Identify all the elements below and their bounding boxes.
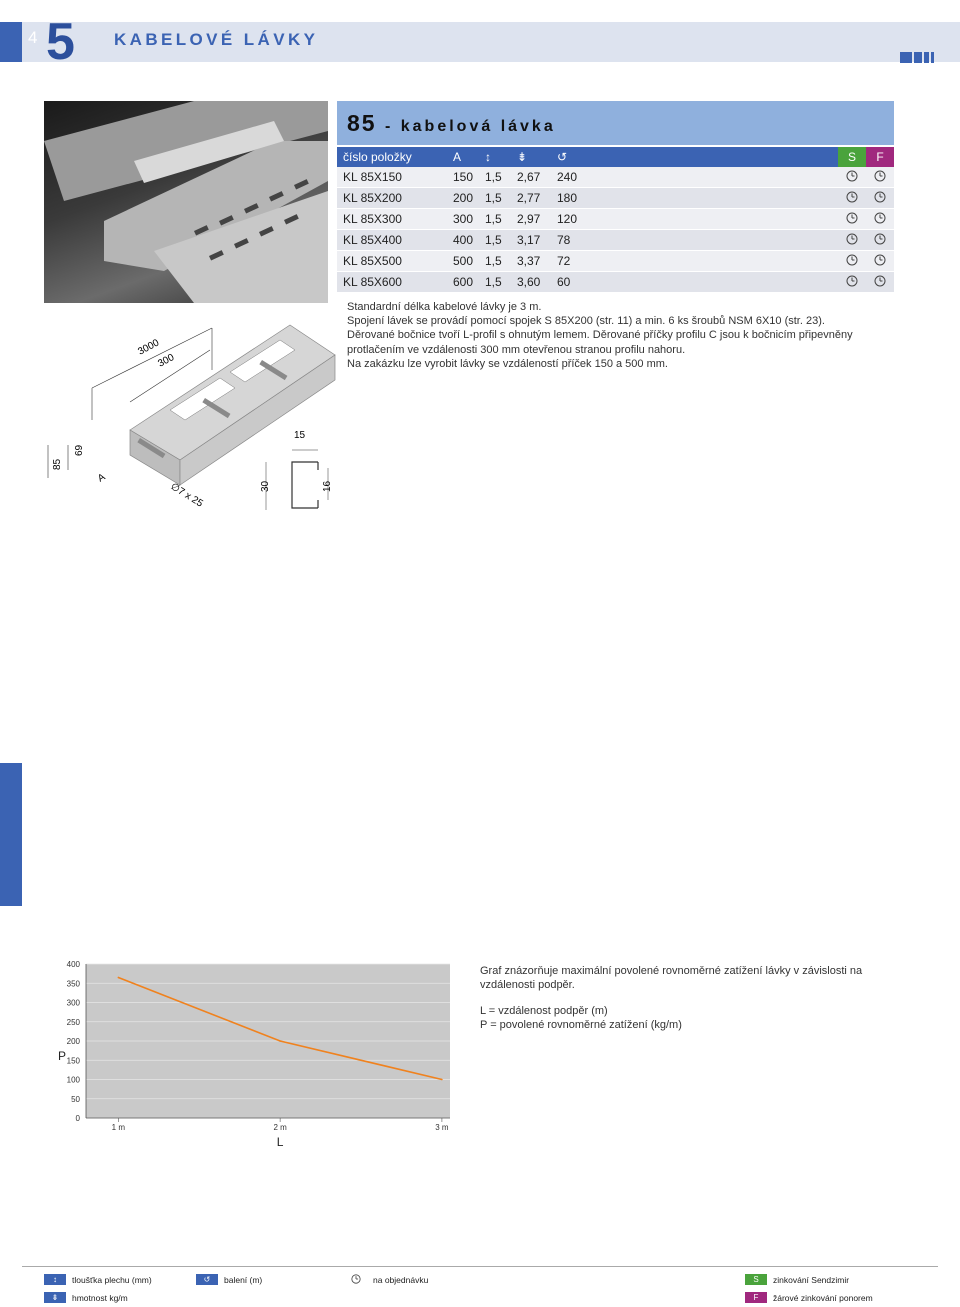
y-tick-label: 400: [66, 960, 80, 969]
table-cell: 2,67: [511, 167, 551, 188]
chapter-number: 5: [46, 13, 74, 71]
table-row: [337, 272, 894, 293]
dim-85: 85: [52, 458, 63, 470]
table-row: [337, 167, 894, 188]
x-tick-label: 2 m: [273, 1123, 287, 1132]
chart-desc-text: Graf znázorňuje maximální povolené rovnoměrné zatížení lávky v závislosti na vzdálenosti podpěr.: [480, 965, 863, 991]
product-notes: [347, 300, 887, 371]
y-tick-label: 50: [71, 1094, 80, 1104]
dim-3000: 3000: [136, 337, 162, 358]
table-cell: 1,5: [479, 230, 511, 251]
clock-icon: [838, 188, 866, 209]
page-header: [0, 0, 960, 78]
table-cell: 240: [551, 167, 838, 188]
clock-icon: [866, 209, 894, 230]
table-cell: 3,60: [511, 272, 551, 293]
col-a: A: [447, 147, 479, 167]
table-cell: 300: [447, 209, 479, 230]
legend-label: na objednávku: [373, 1275, 429, 1285]
y-tick-label: 150: [66, 1056, 80, 1066]
product-table: [337, 147, 894, 293]
table-cell: 3,17: [511, 230, 551, 251]
table-cell: 72: [551, 251, 838, 272]
data-point: [279, 1040, 281, 1042]
technical-drawing: [40, 310, 340, 525]
table-cell: 60: [551, 272, 838, 293]
chart-description: [480, 964, 900, 1032]
table-cell: 1,5: [479, 167, 511, 188]
legend-symbol: F: [745, 1292, 767, 1303]
clock-icon: [838, 251, 866, 272]
y-tick-label: 250: [66, 1017, 80, 1027]
table-cell: 1,5: [479, 251, 511, 272]
clock-icon: [866, 230, 894, 251]
y-tick-label: 100: [66, 1075, 80, 1085]
x-axis-label: L: [276, 1135, 284, 1149]
table-cell: 400: [447, 230, 479, 251]
table-cell: 3,37: [511, 251, 551, 272]
table-cell: 2,97: [511, 209, 551, 230]
data-point: [118, 977, 120, 979]
table-cell: 1,5: [479, 188, 511, 209]
clock-icon: [838, 167, 866, 188]
dim-15: 15: [294, 430, 306, 441]
table-cell: 120: [551, 209, 838, 230]
table-cell: 180: [551, 188, 838, 209]
y-axis-label: P: [58, 1049, 67, 1063]
y-tick-label: 300: [66, 998, 80, 1008]
x-tick-label: 1 m: [111, 1123, 126, 1132]
clock-icon: [866, 251, 894, 272]
note-line: Děrované bočnice tvoří L-profil s ohnutým lemem. Děrované příčky profilu C jsou k bočnicím připevněny: [347, 329, 853, 342]
product-subtitle: - kabelová lávka: [384, 118, 556, 135]
legend-label: žárové zinkování ponorem: [773, 1293, 873, 1303]
load-chart: [40, 950, 460, 1155]
table-row: [337, 188, 894, 209]
data-point: [441, 1079, 443, 1081]
table-cell: KL 85X600: [337, 272, 447, 293]
table-cell: KL 85X150: [337, 167, 447, 188]
footer-legend: [0, 1266, 960, 1304]
table-cell: 150: [447, 167, 479, 188]
page-number: 4: [28, 28, 38, 47]
deco-square: [914, 52, 922, 63]
col-item: číslo položky: [337, 147, 447, 167]
legend-symbol: S: [745, 1274, 767, 1285]
col-weight: ⇟: [511, 147, 551, 167]
dim-hole: ∅7 x 25: [168, 481, 205, 510]
clock-icon: [838, 209, 866, 230]
x-tick-label: 3 m: [435, 1123, 449, 1132]
table-row: [337, 209, 894, 230]
table-row: [337, 230, 894, 251]
legend-label: hmotnost kg/m: [72, 1293, 128, 1303]
dim-69: 69: [74, 444, 85, 456]
legend-symbol: ↺: [196, 1274, 218, 1285]
chart-l-definition: L = vzdálenost podpěr (m): [480, 1005, 608, 1017]
col-sendzimir: S: [838, 147, 866, 167]
chapter-side-marker: [0, 763, 22, 906]
y-tick-label: 350: [66, 979, 80, 989]
table-cell: 600: [447, 272, 479, 293]
legend-symbol: ⇟: [44, 1292, 66, 1303]
product-photo: [44, 101, 328, 303]
header-accent: [0, 22, 22, 62]
legend-label: balení (m): [224, 1275, 263, 1285]
col-thickness: ↕: [479, 147, 511, 167]
clock-icon: [838, 272, 866, 293]
footer-divider: [22, 1266, 938, 1267]
clock-icon: [866, 167, 894, 188]
col-hot-dip: F: [866, 147, 894, 167]
note-line: Standardní délka kabelové lávky je 3 m.: [347, 301, 542, 313]
table-cell: 78: [551, 230, 838, 251]
deco-square: [900, 52, 912, 63]
dim-a: A: [96, 471, 108, 485]
legend-label: zinkování Sendzimir: [773, 1275, 850, 1285]
table-cell: 2,77: [511, 188, 551, 209]
clock-icon: [838, 230, 866, 251]
table-cell: KL 85X500: [337, 251, 447, 272]
col-package: ↺: [551, 147, 838, 167]
note-line: Na zakázku lze vyrobit lávky se vzdáleností příček 150 a 500 mm.: [347, 357, 668, 370]
deco-square: [931, 52, 934, 63]
clock-icon: [866, 272, 894, 293]
product-code: 85: [347, 110, 377, 136]
table-cell: KL 85X300: [337, 209, 447, 230]
table-cell: KL 85X200: [337, 188, 447, 209]
dim-300: 300: [156, 352, 177, 370]
table-cell: 1,5: [479, 272, 511, 293]
table-cell: 200: [447, 188, 479, 209]
clock-icon: [866, 188, 894, 209]
legend-label: tloušťka plechu (mm): [72, 1275, 152, 1285]
table-header-row: [337, 147, 894, 167]
dim-16: 16: [322, 480, 333, 492]
chart-p-definition: P = povolené rovnoměrné zatížení (kg/m): [480, 1019, 682, 1031]
table-cell: 500: [447, 251, 479, 272]
page-title: KABELOVÉ LÁVKY: [114, 30, 319, 49]
table-cell: 1,5: [479, 209, 511, 230]
y-tick-label: 0: [75, 1114, 80, 1123]
note-line: Spojení lávek se provádí pomocí spojek S 85X200 (str. 11) a min. 6 ks šroubů NSM 6X10 (str. 23).: [347, 315, 825, 328]
y-tick-label: 200: [66, 1037, 80, 1046]
table-cell: KL 85X400: [337, 230, 447, 251]
note-line: protlačením ve vzdálenosti 300 mm otevřenou stranou profilu nahoru.: [347, 343, 686, 356]
product-title-bar: [337, 101, 894, 145]
deco-square: [924, 52, 929, 63]
table-row: [337, 251, 894, 272]
product-title: [347, 110, 556, 137]
dim-30: 30: [260, 480, 271, 492]
clock-icon: [345, 1274, 367, 1285]
legend-symbol: ↕: [44, 1274, 66, 1285]
